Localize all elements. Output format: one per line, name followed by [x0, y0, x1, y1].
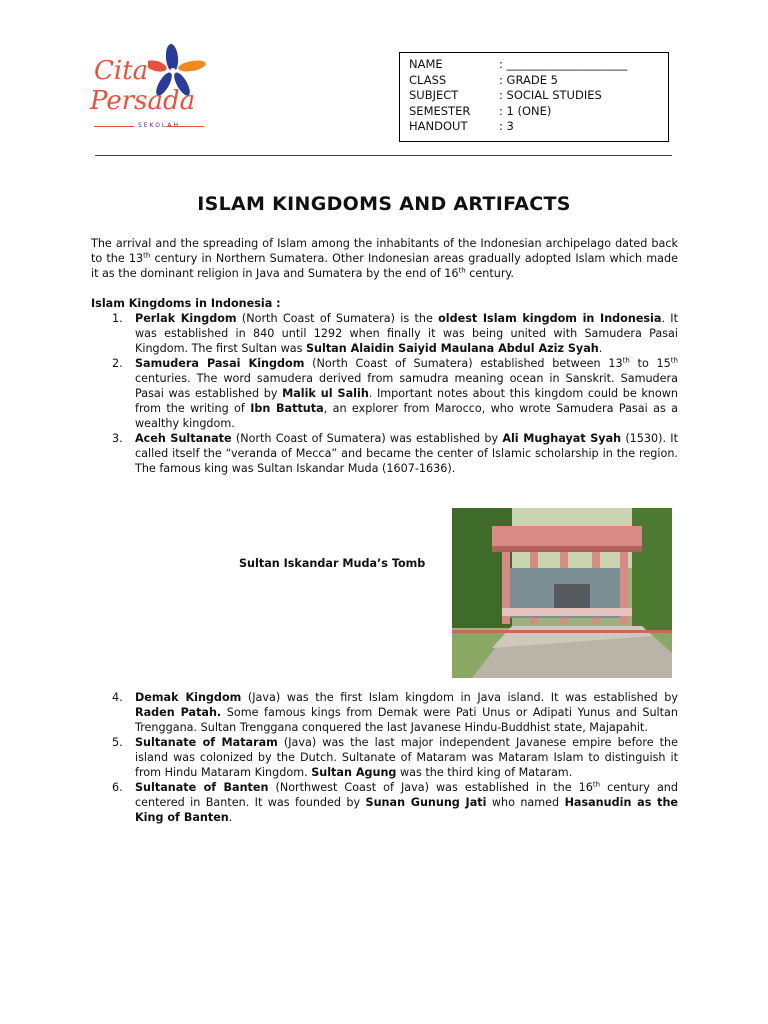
- info-value: : GRADE 5: [499, 72, 558, 87]
- info-key: NAME: [409, 57, 443, 71]
- header-divider: [95, 155, 672, 156]
- page-title: ISLAM KINGDOMS AND ARTIFACTS: [197, 193, 571, 215]
- info-value: : SOCIAL STUDIES: [499, 88, 602, 102]
- info-row-subject: [409, 88, 668, 104]
- school-logo: [88, 44, 218, 136]
- list-item: 3. Aceh Sultanate (North Coast of Sumatera) was established by Ali Mughayat Syah (1530). It called itself the “veranda of Mecca” and became the center of Islamic scholarship in the region. The famous king was Sultan Iskandar Muda (1607-1636).: [112, 432, 678, 475]
- logo-text-persada: Persada: [90, 86, 196, 116]
- photo-section: [91, 506, 678, 678]
- info-value: : 3: [499, 119, 514, 133]
- list-item: 6. Sultanate of Banten (Northwest Coast of Java) was established in the 16th century and centered in Banten. It was founded by Sunan Gunung Jati who named Hasanudin as the King of Banten.: [112, 780, 678, 824]
- kingdoms-heading: Islam Kingdoms in Indonesia :: [91, 297, 281, 310]
- photo-caption: Sultan Iskandar Muda’s Tomb: [239, 557, 426, 570]
- student-info-box: [399, 52, 669, 142]
- info-row-semester: [409, 104, 668, 120]
- info-value: : 1 (ONE): [499, 103, 552, 118]
- logo-divider-right: [166, 126, 204, 127]
- kingdom-list: [91, 311, 678, 476]
- main-content: [91, 236, 678, 476]
- logo-text-cita: Cita: [94, 56, 149, 86]
- list-item: 5. Sultanate of Mataram (Java) was the last major independent Javanese empire before the island was colonized by the Dutch. Sultanate of Mataram was Mataram Islam to distinguish it from Hindu Mataram Kingdom. Sultan Agung was the third king of Mataram.: [112, 736, 678, 779]
- info-row-class: [409, 73, 668, 89]
- main-content-continued: [91, 690, 678, 825]
- info-key: CLASS: [409, 72, 447, 87]
- kingdom-list-continued: [91, 690, 678, 825]
- list-item: 2. Samudera Pasai Kingdom (North Coast of Sumatera) established between 13th to 15th centuries. The word samudera derived from samudra meaning ocean in Sanskrit. Samudera Pasai was established by Malik ul Salih. Important notes about this kingdom could be known from the writing of Ibn Battuta, an explorer from Marocco, who wrote Samudera Pasai as a wealthy kingdom.: [112, 356, 678, 430]
- info-key: HANDOUT: [409, 119, 468, 133]
- info-row-name: [409, 57, 668, 73]
- info-row-handout: [409, 119, 668, 135]
- info-value: : _____________________: [499, 57, 628, 71]
- info-key: SEMESTER: [409, 103, 471, 118]
- intro-paragraph: The arrival and the spreading of Islam among the inhabitants of the Indonesian archipelago dated back to the 13th century in Northern Sumatera. Other Indonesian areas gradually adopted Islam which made it as the dominant religion in Java and Sumatera by the end of 16th century.: [91, 237, 678, 280]
- list-item: 4. Demak Kingdom (Java) was the first Islam kingdom in Java island. It was established by Raden Patah. Some famous kings from Demak were Pati Unus or Adipati Yunus and Sultan Trenggana. Sultan Trenggana conquered the last Javanese Hindu-Buddhist state, Majapahit.: [112, 691, 679, 734]
- logo-divider-left: [94, 126, 134, 127]
- tomb-photo: [452, 508, 672, 678]
- logo-tagline: SEKOLAH: [138, 122, 181, 129]
- list-item: 1. Perlak Kingdom (North Coast of Sumatera) is the oldest Islam kingdom in Indonesia. It was established in 840 until 1292 when finally it was being united with Samudera Pasai Kingdom. The first Sultan was Sultan Alaidin Saiyid Maulana Abdul Aziz Syah.: [112, 312, 678, 355]
- info-key: SUBJECT: [409, 88, 459, 102]
